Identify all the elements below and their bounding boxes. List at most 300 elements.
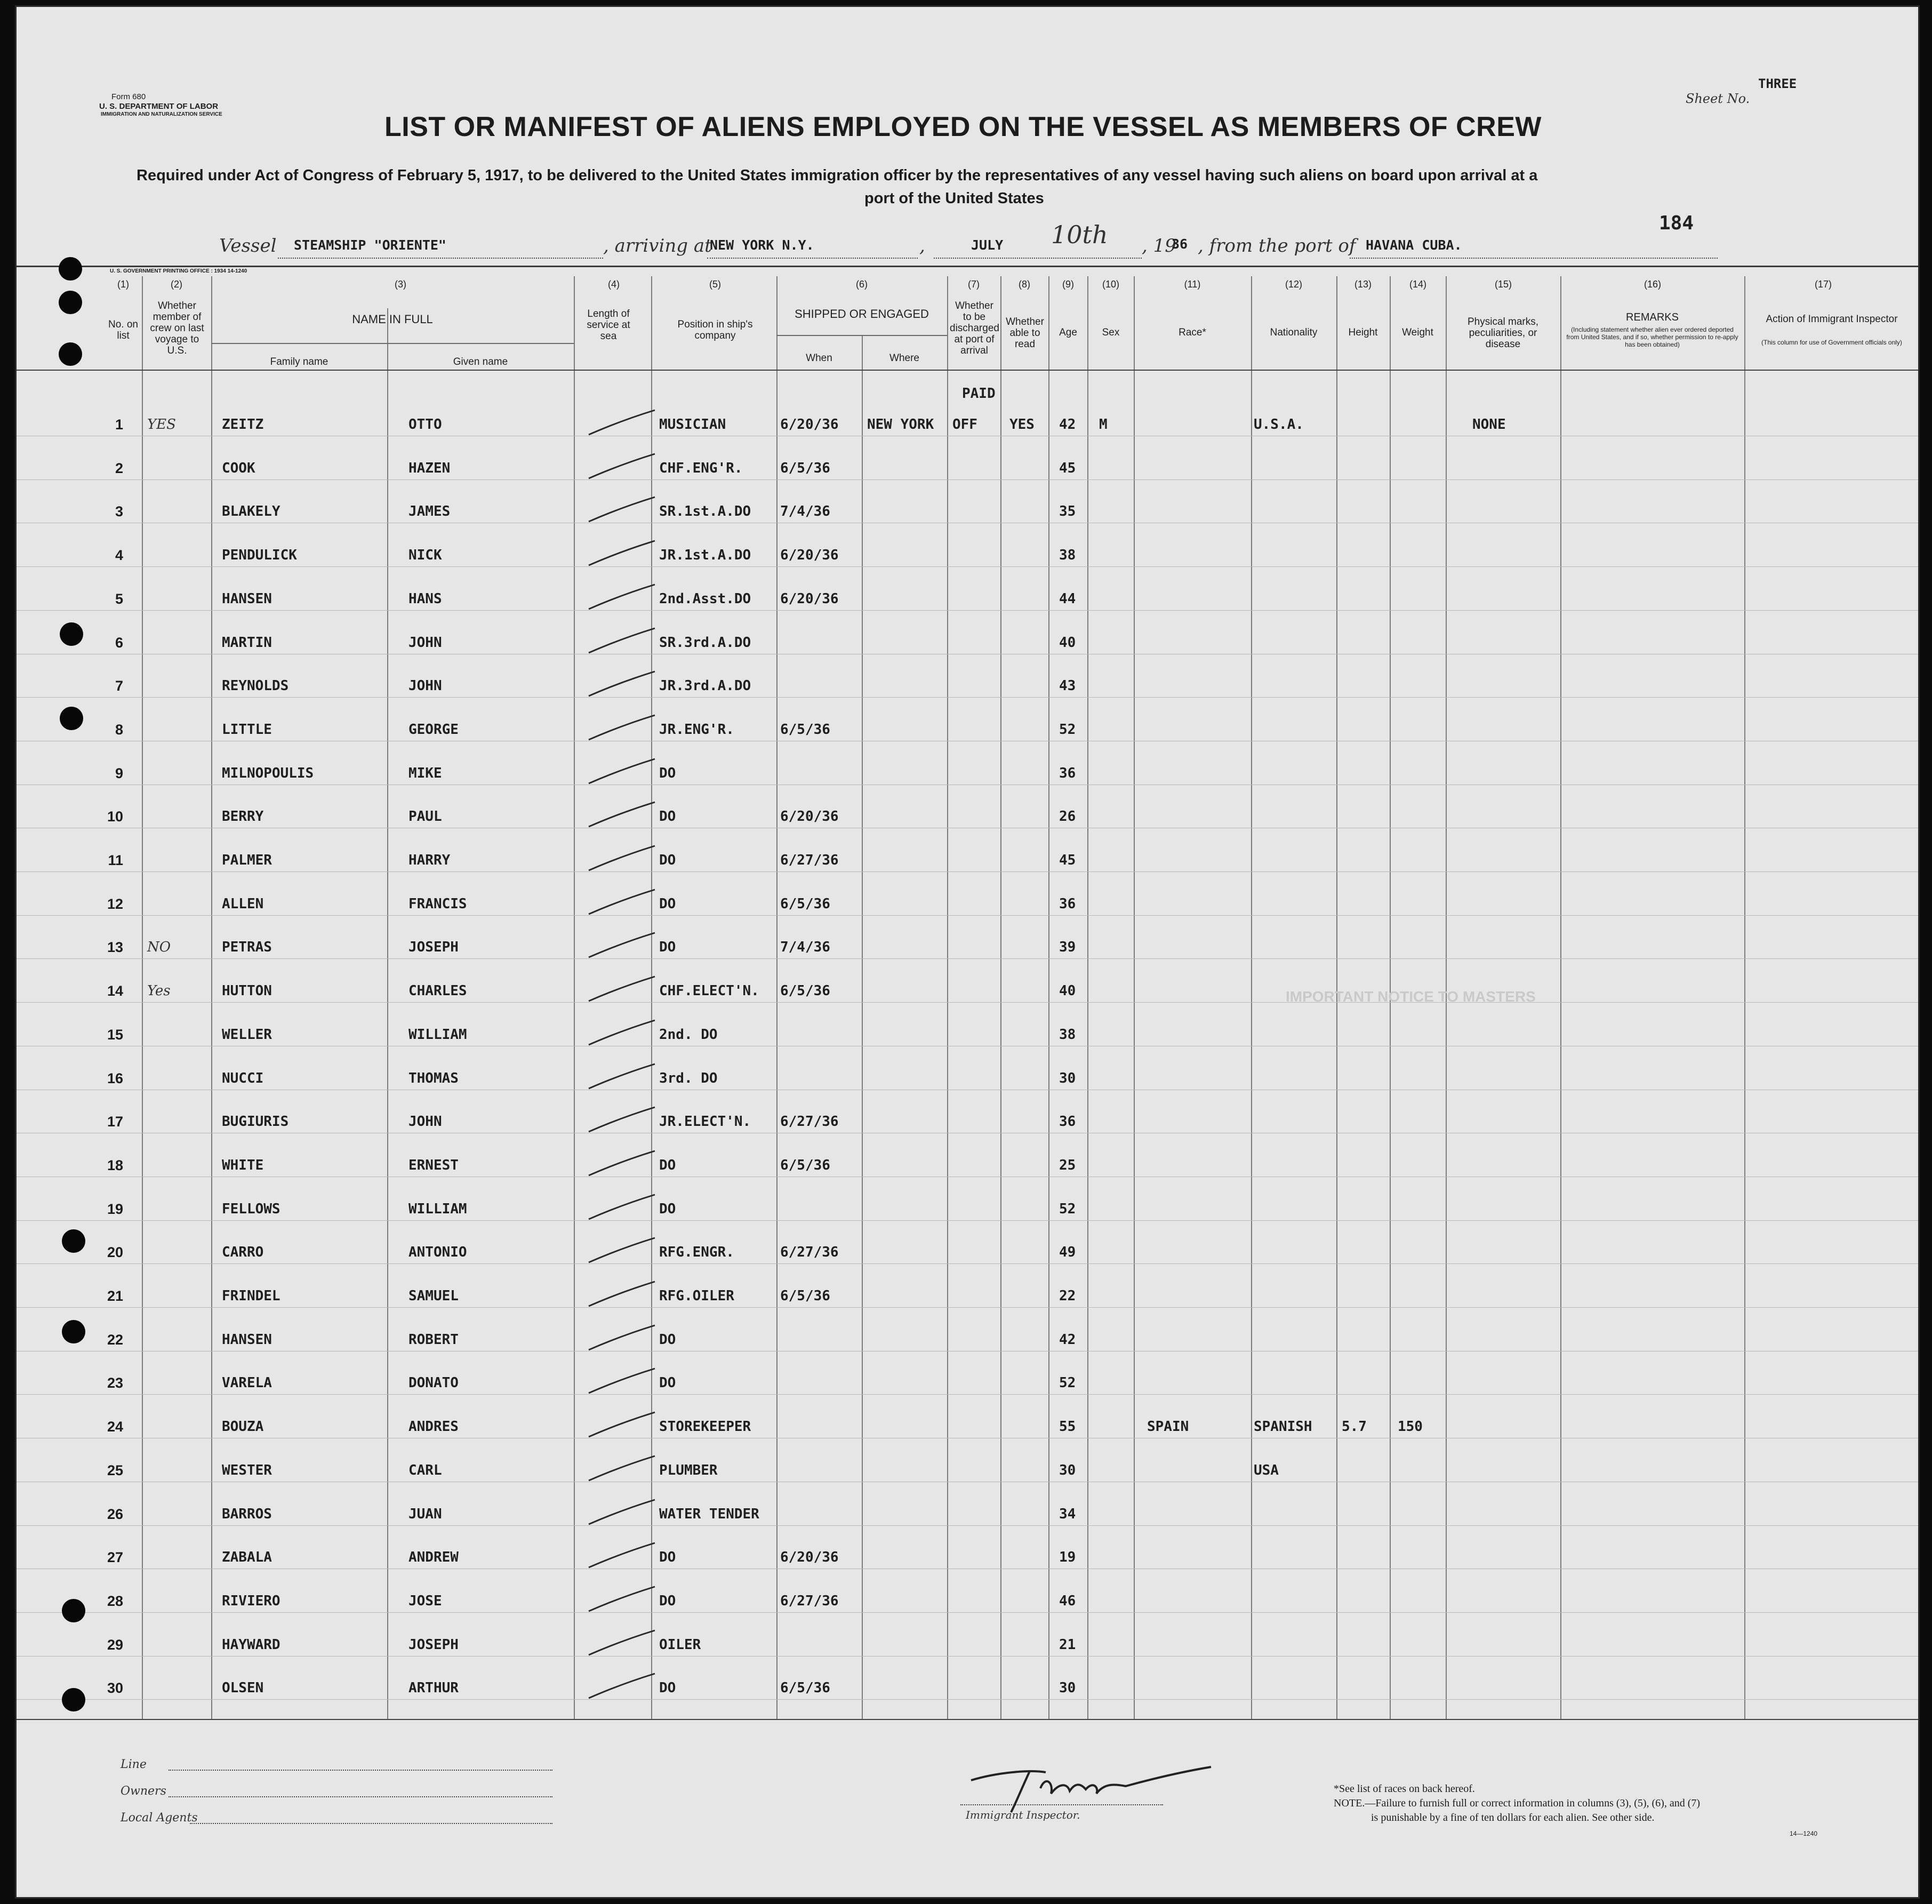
month-underline — [934, 258, 1142, 259]
colnum-12: (12) — [1285, 279, 1302, 290]
row-number: 26 — [107, 1506, 123, 1522]
footer-line-label: Line — [121, 1758, 147, 1771]
service-check-mark — [584, 712, 659, 744]
row-rule — [17, 1307, 1918, 1308]
family-name: HANSEN — [222, 590, 272, 607]
col-sep-3 — [387, 308, 388, 1719]
position: DO — [659, 852, 676, 868]
header-age: Age — [1059, 327, 1077, 338]
row-number: 14 — [107, 983, 123, 999]
position: 2nd. DO — [659, 1026, 718, 1043]
col-sep-11 — [1134, 276, 1135, 1719]
row-number: 11 — [108, 852, 123, 868]
position: JR.1st.A.DO — [659, 547, 751, 564]
year-value: 36 — [1172, 236, 1188, 252]
given-name: JAMES — [408, 503, 451, 520]
row-rule — [17, 1656, 1918, 1657]
family-name: LITTLE — [222, 721, 272, 738]
position: DO — [659, 765, 676, 781]
col-sep-6b — [862, 335, 863, 1719]
service-check-mark — [584, 494, 659, 526]
position: RFG.OILER — [659, 1288, 734, 1304]
given-name: WILLIAM — [408, 1201, 467, 1217]
day-value: 10th — [1051, 220, 1108, 249]
position: SR.1st.A.DO — [659, 503, 751, 520]
row-number: 25 — [107, 1462, 123, 1478]
footer-agents-field — [190, 1823, 552, 1824]
punch-hole — [62, 1599, 85, 1622]
row-number: 22 — [107, 1331, 123, 1348]
row-rule — [17, 1002, 1918, 1003]
position: STOREKEEPER — [659, 1419, 751, 1435]
punch-hole — [59, 291, 82, 314]
age: 45 — [1059, 852, 1076, 868]
given-name: NICK — [408, 547, 442, 564]
header-remarks: REMARKS — [1626, 311, 1679, 323]
row-number: 16 — [107, 1070, 123, 1086]
row-rule — [17, 479, 1918, 480]
shipped-when: 6/5/36 — [780, 895, 830, 912]
header-remarks-note: (Including statement whether alien ever ordered deported from United States, and if so, whether permission to re-apply has been obtained) — [1566, 326, 1738, 348]
punch-hole — [62, 1688, 85, 1711]
service-check-mark — [584, 1497, 659, 1529]
colnum-2: (2) — [171, 279, 182, 290]
comma-sep: , — [919, 235, 925, 257]
sex: M — [1099, 417, 1108, 433]
row-number: 3 — [115, 503, 123, 520]
row-rule — [17, 697, 1918, 698]
footer-agents-label: Local Agents — [121, 1811, 198, 1825]
header-when: When — [806, 353, 832, 364]
service-check-mark — [584, 1148, 659, 1180]
row-number: 21 — [107, 1288, 123, 1304]
family-name: FRINDEL — [222, 1288, 280, 1304]
document-subtitle-1: Required under Act of Congress of February 5, 1917, to be delivered to the United States immigration officer by the representatives of any vessel having such aliens on board upon arrival at a — [137, 167, 1538, 184]
note-races: *See list of races on back hereof. — [1334, 1783, 1475, 1795]
row-number: 13 — [107, 939, 123, 956]
family-name: PALMER — [222, 852, 272, 868]
colnum-4: (4) — [608, 279, 620, 290]
from-port-label: , from the port of — [1198, 235, 1356, 257]
family-name: HANSEN — [222, 1331, 272, 1348]
position: DO — [659, 1549, 676, 1566]
given-name: OTTO — [408, 417, 442, 433]
row-number: 24 — [107, 1419, 123, 1435]
header-family-name: Family name — [270, 356, 328, 367]
punch-hole — [62, 1320, 85, 1343]
row-rule — [17, 1612, 1918, 1613]
row-rule — [17, 915, 1918, 916]
crew-last-voyage: YES — [147, 417, 176, 433]
family-name: RIVIERO — [222, 1593, 280, 1609]
year-prefix: , 19 — [1142, 235, 1176, 257]
inspector-label: Immigrant Inspector. — [966, 1809, 1080, 1821]
row-number: 15 — [107, 1026, 123, 1043]
header-inspector-note: (This column for use of Government officials only) — [1761, 339, 1902, 346]
row-number: 7 — [115, 678, 123, 694]
given-name: HARRY — [408, 852, 451, 868]
family-name: ZEITZ — [222, 417, 264, 433]
given-name: JOHN — [408, 634, 442, 651]
family-name: HUTTON — [222, 983, 272, 999]
service-check-mark — [584, 407, 659, 439]
header-weight: Weight — [1402, 327, 1433, 338]
row-number: 17 — [107, 1114, 123, 1130]
row-rule — [17, 1699, 1918, 1700]
header-position: Position in ship's company — [677, 319, 753, 341]
given-name: THOMAS — [408, 1070, 459, 1086]
row-rule — [17, 1220, 1918, 1221]
age: 49 — [1059, 1244, 1076, 1261]
family-name: MARTIN — [222, 634, 272, 651]
position: WATER TENDER — [659, 1506, 759, 1522]
service-check-mark — [584, 843, 659, 875]
row-rule — [17, 1394, 1918, 1395]
header-crew-last-voyage: Whether member of crew on last voyage to U.S. — [150, 300, 204, 356]
colnum-10: (10) — [1102, 279, 1119, 290]
given-name: JUAN — [408, 1506, 442, 1522]
service-check-mark — [584, 756, 659, 788]
header-top-rule — [17, 266, 1918, 267]
header-discharged: Whether to be discharged at port of arrival — [950, 300, 999, 356]
vessel-underline — [278, 258, 603, 259]
shipped-when: 6/27/36 — [780, 1114, 839, 1130]
service-check-mark — [584, 1540, 659, 1572]
given-name: PAUL — [408, 809, 442, 825]
shipped-when: 7/4/36 — [780, 503, 830, 520]
shipped-when: 6/5/36 — [780, 1680, 830, 1697]
age: 40 — [1059, 983, 1076, 999]
family-name: BUGIURIS — [222, 1114, 289, 1130]
footer-form-code: 14—1240 — [1790, 1830, 1818, 1837]
row-number: 1 — [115, 417, 123, 433]
given-name: ROBERT — [408, 1331, 459, 1348]
col-sep-10 — [1087, 276, 1088, 1719]
col-sep-4 — [574, 276, 575, 1719]
header-given-name: Given name — [453, 356, 508, 367]
given-name: JOSE — [408, 1593, 442, 1609]
row-number: 5 — [115, 590, 123, 607]
shipped-when: 7/4/36 — [780, 939, 830, 956]
sheet-number-label: Sheet No. — [1686, 91, 1750, 106]
colnum-3: (3) — [395, 279, 406, 290]
family-name: BARROS — [222, 1506, 272, 1522]
shipped-when: 6/20/36 — [780, 417, 839, 433]
discharged: OFF — [952, 417, 977, 433]
header-where: Where — [889, 353, 919, 364]
family-name: ALLEN — [222, 895, 264, 912]
given-name: FRANCIS — [408, 895, 467, 912]
name-header-rule — [211, 343, 574, 344]
age: 39 — [1059, 939, 1076, 956]
service-check-mark — [584, 668, 659, 700]
service-label: IMMIGRATION AND NATURALIZATION SERVICE — [101, 111, 222, 117]
position: DO — [659, 1375, 676, 1391]
row-number: 27 — [107, 1549, 123, 1566]
printing-office: U. S. GOVERNMENT PRINTING OFFICE : 1934 14-1240 — [110, 268, 247, 274]
header-height: Height — [1348, 327, 1378, 338]
given-name: JOSEPH — [408, 939, 459, 956]
sheet-number-value: THREE — [1758, 76, 1797, 91]
punch-hole — [59, 257, 82, 281]
header-inspector-action: Action of Immigrant Inspector — [1766, 314, 1898, 325]
given-name: JOHN — [408, 678, 442, 694]
month-value: JULY — [971, 237, 1004, 253]
row-number: 10 — [107, 809, 123, 825]
race: SPAIN — [1147, 1419, 1189, 1435]
service-check-mark — [584, 1061, 659, 1093]
vessel-label: Vessel — [219, 235, 277, 257]
shipped-when: 6/5/36 — [780, 983, 830, 999]
family-name: NUCCI — [222, 1070, 264, 1086]
given-name: JOSEPH — [408, 1636, 459, 1653]
service-check-mark — [584, 1017, 659, 1049]
colnum-5: (5) — [709, 279, 721, 290]
able-to-read: YES — [1009, 417, 1035, 433]
shipped-when: 6/5/36 — [780, 1288, 830, 1304]
row-number: 20 — [107, 1244, 123, 1261]
family-name: COOK — [222, 460, 255, 476]
vessel-value: STEAMSHIP "ORIENTE" — [294, 237, 446, 253]
header-nationality: Nationality — [1270, 327, 1318, 338]
family-name: VARELA — [222, 1375, 272, 1391]
row-rule — [17, 1263, 1918, 1264]
row-number: 2 — [115, 460, 123, 476]
service-check-mark — [584, 581, 659, 613]
header-length-of-service: Length of service at sea — [587, 308, 630, 342]
given-name: GEORGE — [408, 721, 459, 738]
family-name: WESTER — [222, 1462, 272, 1478]
family-name: FELLOWS — [222, 1201, 280, 1217]
family-name: PENDULICK — [222, 547, 297, 564]
col-sep-9 — [1048, 276, 1049, 1719]
age: 30 — [1059, 1070, 1076, 1086]
given-name: CARL — [408, 1462, 442, 1478]
shipped-when: 6/27/36 — [780, 1593, 839, 1609]
service-check-mark — [584, 1365, 659, 1397]
punch-hole — [62, 1229, 85, 1253]
age: 52 — [1059, 721, 1076, 738]
shipped-when: 6/5/36 — [780, 721, 830, 738]
given-name: ANTONIO — [408, 1244, 467, 1261]
weight: 150 — [1398, 1419, 1423, 1435]
age: 19 — [1059, 1549, 1076, 1566]
given-name: WILLIAM — [408, 1026, 467, 1043]
form-number: Form 680 — [111, 92, 146, 101]
age: 42 — [1059, 1331, 1076, 1348]
manifest-sheet — [15, 5, 1920, 1899]
page-number: 184 — [1659, 212, 1694, 234]
family-name: BOUZA — [222, 1419, 264, 1435]
age: 25 — [1059, 1157, 1076, 1173]
row-rule — [17, 566, 1918, 567]
age: 40 — [1059, 634, 1076, 651]
position: JR.3rd.A.DO — [659, 678, 751, 694]
row-number: 19 — [107, 1201, 123, 1217]
service-check-mark — [584, 1104, 659, 1136]
row-rule — [17, 871, 1918, 872]
given-name: CHARLES — [408, 983, 467, 999]
service-check-mark — [584, 1453, 659, 1485]
arriving-underline — [707, 258, 918, 259]
family-name: REYNOLDS — [222, 678, 289, 694]
colnum-15: (15) — [1494, 279, 1512, 290]
header-physical-marks: Physical marks, peculiarities, or disease — [1467, 316, 1539, 350]
inspector-field — [960, 1804, 1163, 1805]
header-no-on-list: No. on list — [108, 319, 138, 341]
nationality: SPANISH — [1254, 1419, 1312, 1435]
footer-owners-label: Owners — [121, 1785, 166, 1798]
colnum-16: (16) — [1644, 279, 1661, 290]
family-name: MILNOPOULIS — [222, 765, 314, 781]
age: 45 — [1059, 460, 1076, 476]
row-number: 6 — [115, 634, 123, 651]
punch-hole — [59, 342, 82, 366]
row-rule — [17, 610, 1918, 611]
header-name-in-full: NAME IN FULL — [352, 313, 433, 326]
row-number: 30 — [107, 1680, 123, 1697]
col-sep-17 — [1744, 276, 1745, 1719]
row-number: 29 — [107, 1636, 123, 1653]
given-name: HAZEN — [408, 460, 451, 476]
service-check-mark — [584, 1583, 659, 1615]
position: RFG.ENGR. — [659, 1244, 734, 1261]
shipped-when: 6/5/36 — [780, 1157, 830, 1173]
shipped-header-rule — [776, 335, 947, 336]
table-bottom-rule — [17, 1719, 1918, 1720]
family-name: OLSEN — [222, 1680, 264, 1697]
row-number: 28 — [107, 1593, 123, 1609]
shipped-when: 6/20/36 — [780, 590, 839, 607]
age: 44 — [1059, 590, 1076, 607]
row-number: 18 — [107, 1157, 123, 1173]
position: JR.ELECT'N. — [659, 1114, 751, 1130]
crew-last-voyage: NO — [147, 939, 171, 956]
given-name: HANS — [408, 590, 442, 607]
age: 46 — [1059, 1593, 1076, 1609]
position: DO — [659, 1157, 676, 1173]
service-check-mark — [584, 973, 659, 1005]
age: 43 — [1059, 678, 1076, 694]
nationality: USA — [1254, 1462, 1279, 1478]
age: 36 — [1059, 765, 1076, 781]
position: PLUMBER — [659, 1462, 718, 1478]
position: DO — [659, 939, 676, 956]
col-sep-7 — [947, 276, 948, 1719]
family-name: BERRY — [222, 809, 264, 825]
row-number: 4 — [115, 547, 123, 564]
row-number: 9 — [115, 765, 123, 781]
service-check-mark — [584, 1627, 659, 1659]
row-number: 12 — [107, 895, 123, 912]
punch-hole — [60, 622, 83, 646]
note-fine-2: is punishable by a fine of ten dollars for each alien. See other side. — [1371, 1812, 1655, 1823]
arriving-value: NEW YORK N.Y. — [710, 237, 814, 253]
punch-hole — [60, 707, 83, 730]
shipped-when: 6/20/36 — [780, 1549, 839, 1566]
arriving-label: , arriving at — [603, 235, 712, 257]
col-sep-12 — [1251, 276, 1252, 1719]
colnum-1: (1) — [117, 279, 129, 290]
service-check-mark — [584, 538, 659, 570]
service-check-mark — [584, 799, 659, 831]
position: CHF.ENG'R. — [659, 460, 743, 476]
age: 36 — [1059, 1114, 1076, 1130]
document-subtitle-2: port of the United States — [864, 190, 1044, 207]
position: DO — [659, 1331, 676, 1348]
age: 52 — [1059, 1375, 1076, 1391]
department-label: U. S. DEPARTMENT OF LABOR — [99, 102, 219, 111]
age: 35 — [1059, 503, 1076, 520]
colnum-14: (14) — [1409, 279, 1426, 290]
age: 21 — [1059, 1636, 1076, 1653]
service-check-mark — [584, 625, 659, 657]
given-name: ANDRES — [408, 1419, 459, 1435]
service-check-mark — [584, 1409, 659, 1441]
colnum-7: (7) — [968, 279, 980, 290]
colnum-11: (11) — [1184, 279, 1201, 290]
age: 42 — [1059, 417, 1076, 433]
shipped-when: 6/20/36 — [780, 809, 839, 825]
header-bottom-rule — [17, 370, 1918, 371]
nationality: U.S.A. — [1254, 417, 1304, 433]
age: 26 — [1059, 809, 1076, 825]
col-sep-2 — [211, 276, 212, 1719]
footer-owners-field — [169, 1796, 552, 1797]
age: 52 — [1059, 1201, 1076, 1217]
shipped-when: 6/27/36 — [780, 852, 839, 868]
inspector-signature — [966, 1751, 1216, 1815]
age: 38 — [1059, 547, 1076, 564]
family-name: WHITE — [222, 1157, 264, 1173]
service-check-mark — [584, 1278, 659, 1310]
given-name: ERNEST — [408, 1157, 459, 1173]
age: 55 — [1059, 1419, 1076, 1435]
position: 3rd. DO — [659, 1070, 718, 1086]
service-check-mark — [584, 451, 659, 483]
family-name: BLAKELY — [222, 503, 280, 520]
position: DO — [659, 1593, 676, 1609]
given-name: JOHN — [408, 1114, 442, 1130]
position: SR.3rd.A.DO — [659, 634, 751, 651]
header-able-to-read: Whether able to read — [1006, 316, 1044, 350]
given-name: MIKE — [408, 765, 442, 781]
family-name: ZABALA — [222, 1549, 272, 1566]
colnum-9: (9) — [1062, 279, 1074, 290]
colnum-13: (13) — [1354, 279, 1372, 290]
service-check-mark — [584, 1670, 659, 1702]
age: 30 — [1059, 1680, 1076, 1697]
position: JR.ENG'R. — [659, 721, 734, 738]
shipped-where: NEW YORK — [867, 417, 934, 433]
age: 30 — [1059, 1462, 1076, 1478]
age: 36 — [1059, 895, 1076, 912]
from-port-underline — [1350, 258, 1718, 259]
footer-line-field — [169, 1770, 552, 1771]
header-sex: Sex — [1102, 327, 1120, 338]
position: CHF.ELECT'N. — [659, 983, 759, 999]
shipped-when: 6/5/36 — [780, 460, 830, 476]
family-name: PETRAS — [222, 939, 272, 956]
physical-marks: NONE — [1472, 417, 1506, 433]
family-name: WELLER — [222, 1026, 272, 1043]
service-check-mark — [584, 1191, 659, 1223]
position: 2nd.Asst.DO — [659, 590, 751, 607]
position: DO — [659, 1680, 676, 1697]
row-rule — [17, 958, 1918, 959]
document-title: LIST OR MANIFEST OF ALIENS EMPLOYED ON THE VESSEL AS MEMBERS OF CREW — [384, 111, 1542, 142]
row-rule — [17, 1525, 1918, 1526]
